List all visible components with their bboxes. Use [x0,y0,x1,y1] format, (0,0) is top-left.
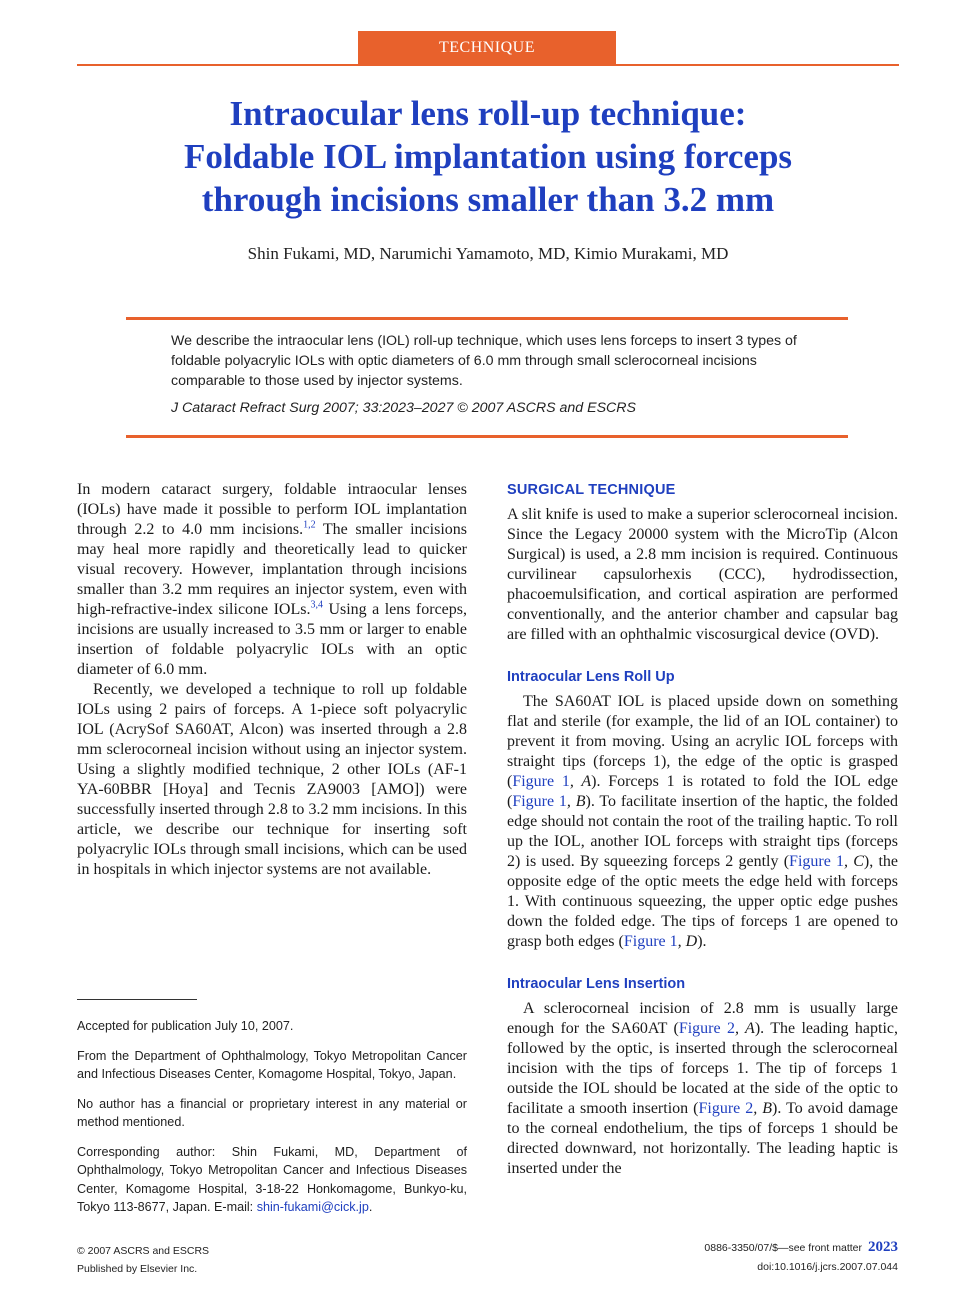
panel-letter: , B [566,793,586,810]
affiliation: From the Department of Ophthalmology, Tokyo Metropolitan Cancer and Infectious Diseases Center, Komagome Hospital, Tokyo, Japan. [77,1048,467,1081]
intro-text: Using a lens forceps, incisions are usually increased to 3.5 mm or larger to enable insertion of foldable polyacrylic IOLs with an optic diameter of 6.0 mm. [77,601,468,678]
rollup-text: ). To facilitate insertion of the haptic, the folded edge should not contain the root of the trailing haptic. To roll up the IOL, another IOL forceps with straight tips (forceps 2) is used. By squeezing forceps 2 gently ( [507,793,899,870]
intro-text: In modern cataract surgery, foldable intraocular lenses (IOLs) have made it possible to perform IOL implantation through 2.2 to 4.0 mm incisions. [77,481,467,538]
corresponding-text: Corresponding author: Shin Fukami, MD, Department of Ophthalmology, Tokyo Metropolitan Cancer and Infectious Diseases Center, Komagome Hospital, 3-18-22 Honkomagome, Bunkyo-ku, Tokyo 113-8677, Japan. E-mail: [77,1144,467,1214]
figure-link[interactable]: Figure 1 [789,853,845,870]
figure-link[interactable]: Figure 2 [698,1100,754,1117]
rollup-text: ). Forceps 1 is rotated to fold the IOL edge ( [507,773,899,810]
panel-letter: , A [569,773,592,790]
rollup-text: ), the opposite edge of the optic meets the edge held with forceps 1. With continuous squeezing, the upper optic edge pushes down the folded edge. The tips of forceps 1 are opened to grasp both edges ( [507,853,899,950]
left-column [77,480,467,880]
right-column [507,480,898,1179]
journal-citation: J Cataract Refract Surg 2007; 33:2023–2027 © 2007 ASCRS and ESCRS [171,400,636,416]
reference-link[interactable]: 1,2 [303,519,316,531]
reference-link[interactable]: 3,4 [310,599,323,611]
insertion-text: ). The leading haptic, followed by the optic, is inserted through the sclerocorneal incision with the tips of forceps 1. The tip of forceps 1 outside the IOL should be located at the side of the optic to facilitate a smooth insertion ( [507,1020,899,1117]
disclosure: No author has a financial or proprietary interest in any material or method mentioned. [77,1096,467,1129]
footer-issn: 0886-3350/07/$—see front matter [704,1242,862,1254]
rollup-paragraph [507,692,898,952]
corresponding-end: . [368,1200,373,1214]
footer-issn-line [538,1238,898,1258]
subheading-rollup: Intraocular Lens Roll Up [507,669,675,685]
footer-copyright: © 2007 ASCRS and ESCRS [77,1245,210,1257]
title-line-3: through incisions smaller than 3.2 mm [201,180,775,219]
panel-letter: , B [753,1100,773,1117]
abstract-top-rule [126,317,848,320]
figure-link[interactable]: Figure 1 [512,793,567,810]
insertion-paragraph [507,999,898,1179]
figure-link[interactable]: Figure 1 [623,933,678,950]
surgical-paragraph: A slit knife is used to make a superior sclerocorneal incision. Since the Legacy 20000 system with the MicroTip (Alcon Surgical) is used, a 2.8 mm incision is required. Continuous curvilinear capsulorhexis (CCC), hydrodissection, phacoemulsification, and cortical aspiration are performed conventionally, and the anterior chamber and capsular bag are filled with an ophthalmic viscosurgical device (OVD). [507,506,898,643]
intro-paragraph-2: Recently, we developed a technique to roll up foldable IOLs using 2 pairs of forceps. A 1-piece soft polyacrylic IOL (AcrySof SA60AT, Alcon) was inserted through a 2.8 mm sclerocorneal incision without using an injector system. Using a slightly modified technique, 2 other IOLs (AF-1 YA-60BBR [Hoya] and Tecnis ZA9003 [AMO]) were successfully inserted through 2.8 to 3.2 mm incisions. In this article, we describe our technique for inserting soft polyacrylic IOLs through small incisions, which can be used in hospitals in which injector systems are not available. [77,681,467,878]
footnotes [77,1017,467,1228]
intro-paragraph-1 [77,480,467,680]
title-line-1: Intraocular lens roll-up technique: [229,94,747,133]
footer-doi[interactable]: doi:10.1016/j.jcrs.2007.07.044 [757,1261,898,1273]
figure-link[interactable]: Figure 2 [678,1020,735,1037]
section-heading-surgical: SURGICAL TECHNIQUE [507,482,676,498]
article-title [77,92,899,221]
intro-text: The smaller incisions may heal more rapidly and theoretically lead to quicker visual recovery. However, implantation through incisions smaller than 3.2 mm requires an injector system, even with high-refractive-index silicone IOLs. [77,521,467,618]
insertion-text: A sclerocorneal incision of 2.8 mm is usually large enough for the SA60AT ( [507,1000,898,1037]
page-number: 2023 [868,1239,898,1255]
accepted-date: Accepted for publication July 10, 2007. [77,1019,294,1033]
subheading-insertion: Intraocular Lens Insertion [507,976,686,992]
footer-publisher: Published by Elsevier Inc. [77,1263,198,1275]
footnote-rule [77,999,197,1000]
figure-link[interactable]: Figure 1 [512,773,570,790]
panel-letter: , A [734,1020,755,1037]
author-list: Shin Fukami, MD, Narumichi Yamamoto, MD, Kimio Murakami, MD [247,244,729,263]
title-line-2: Foldable IOL implantation using forceps [183,137,793,176]
section-tag: TECHNIQUE [358,31,616,65]
email-link[interactable]: shin-fukami@cick.jp [256,1200,369,1214]
rollup-text: The SA60AT IOL is placed upside down on something flat and sterile (for example, the lid of an IOL container) to prevent it from moving. Using an acrylic IOL forceps with straight tips (forceps 1), the edge of the optic is grasped ( [507,693,898,790]
abstract-bottom-rule [126,435,848,438]
footer-right [538,1238,898,1277]
panel-letter: , C [844,853,864,870]
abstract-text: We describe the intraocular lens (IOL) roll-up technique, which uses lens forceps to insert 3 types of foldable polyacrylic IOLs with optic diameters of 6.0 mm through small sclerocorneal incisions comparable to those used by injector systems. [171,333,797,390]
corresponding-author [77,1143,467,1217]
footer-left [77,1242,377,1278]
rollup-text: ). [697,933,707,950]
insertion-text: ). To avoid damage to the corneal endothelium, the tips of forceps 1 should be directed downward, not horizontally. The leading haptic is inserted under the [507,1100,899,1177]
panel-letter: , D [677,933,698,950]
